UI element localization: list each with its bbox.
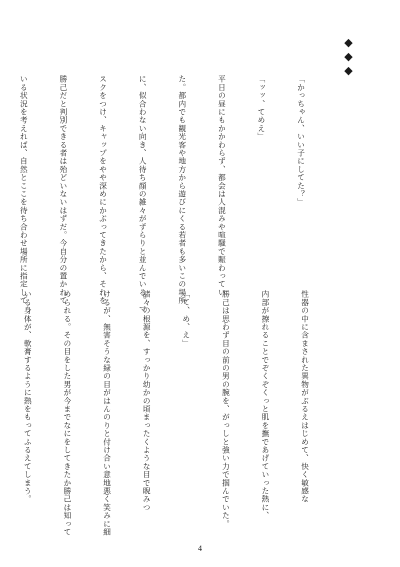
text-line: いる状況を考えれば、自然とここを待ち合わせ場所に指定して [19,75,29,305]
lower-text-block [23,290,338,536]
text-line: いる身体が、軟膏するように熱をもってふるえてしまう。 [23,290,33,504]
text-line: 勝己は思わず目の前の男の腕を、がっしと強い力で掴んでいた。 [221,290,231,528]
page-number: 4 [198,544,202,553]
text-line: に、似合わない向き、人待ち顔の雑々がずらりと並んでいる。マ [138,75,148,313]
text-line: められる。その目をした男が今までなにをしてきたか勝己は知って [62,290,72,536]
text-line: 「かっちゃん、いい子にしてた？」 [296,75,306,207]
text-line: た。都内でも観光客や地方から遊びにくる若者も多いこの場所 [177,75,187,305]
text-line: 「て、め、え」 [181,290,191,348]
text-line: 内部が擦れることでぞくぞくっと肌を撫であげていった熱に、 [260,290,270,520]
text-line: 性器の中に含まされた異物がぶるえはじめて、快く敏感な [300,290,310,504]
upper-text-block [19,75,334,313]
text-line: スクをつけ、キャップをやや深めにかぶってきたから、それを [98,75,108,305]
text-line: けるが、無害そうな緑の目がはんのりと付け合い意地悪く笑みに細 [102,290,112,536]
text-line: 諸々の根源を、すっかり幼かの頃まったくような目で睨みつ [142,290,152,512]
text-line: 「ッッ、てめえ」 [256,75,266,141]
text-line: 勝己だと判別できる者は殆どいないはずだ。今自分の置かれて [58,75,68,305]
text-line: 平日の昼にもかかわらず、都会は人混みや喧騒で賑わってい [217,75,227,297]
section-break-ornament: ◆◆◆ [342,36,355,78]
